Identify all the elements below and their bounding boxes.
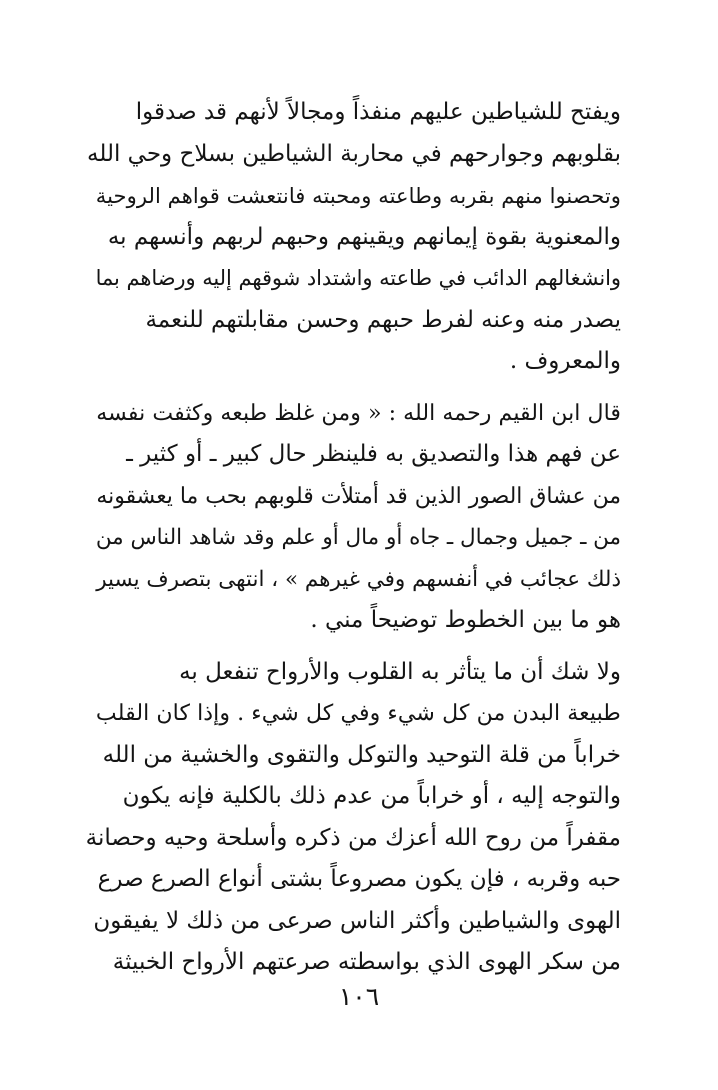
text-line: ذلك عجائب في أنفسهم وفي غيرهم » ، انتهى بتصرف يسير bbox=[96, 566, 621, 592]
text-line: بقلوبهم وجوارحهم في محاربة الشياطين بسلاح وحي الله bbox=[87, 140, 621, 167]
body-text bbox=[85, 92, 621, 984]
text-line: من عشاق الصور الذين قد أمتلأت قلوبهم بحب ما يعشقونه bbox=[96, 483, 621, 509]
text-line: والمعنوية بقوة إيمانهم ويقينهم وحبهم لربهم وأنسهم به bbox=[107, 223, 621, 250]
text-line: وانشغالهم الدائب في طاعته واشتداد شوقهم إليه ورضاهم بما bbox=[95, 266, 621, 290]
text-line: خراباً من قلة التوحيد والتوكل والتقوى والخشية من الله bbox=[102, 741, 621, 768]
paragraph-2 bbox=[85, 393, 621, 642]
text-line: مقفراً من روح الله أعزك من ذكره وأسلحة وحيه وحصانة bbox=[85, 824, 621, 851]
text-line: هو ما بين الخطوط توضيحاً مني . bbox=[310, 607, 621, 633]
paragraph-1 bbox=[85, 92, 621, 383]
page-number: ١٠٦ bbox=[338, 982, 380, 1011]
text-line: قال ابن القيم رحمه الله : « ومن غلظ طبعه وكثفت نفسه bbox=[96, 399, 621, 426]
text-line: والتوجه إليه ، أو خراباً من عدم ذلك بالكلية فإنه يكون bbox=[122, 783, 621, 809]
paragraph-3 bbox=[85, 652, 621, 984]
text-line: والمعروف . bbox=[509, 348, 621, 374]
text-line: وتحصنوا منهم بقربه وطاعته ومحبته فانتعشت قواهم الروحية bbox=[95, 183, 621, 208]
text-line: من ـ جميل وجمال ـ جاه أو مال أو علم وقد شاهد الناس من bbox=[95, 525, 621, 550]
text-line: ولا شك أن ما يتأثر به القلوب والأرواح تنفعل به bbox=[179, 658, 621, 685]
text-line: من سكر الهوى الذي بواسطته صرعتهم الأرواح الخبيثة bbox=[112, 949, 621, 975]
text-line: يصدر منه وعنه لفرط حبهم وحسن مقابلتهم للنعمة bbox=[145, 306, 621, 333]
text-line: طبيعة البدن من كل شيء وفي كل شيء . وإذا كان القلب bbox=[95, 700, 621, 726]
text-line: حبه وقربه ، فإن يكون مصروعاً بشتى أنواع الصرع صرع bbox=[97, 866, 621, 892]
text-line: الهوى والشياطين وأكثر الناس صرعى من ذلك لا يفيقون bbox=[93, 907, 621, 934]
text-line: ويفتح للشياطين عليهم منفذاً ومجالاً لأنهم قد صدقوا bbox=[135, 99, 621, 125]
text-line: عن فهم هذا والتصديق به فلينظر حال كبير ـ أو كثير ـ bbox=[126, 441, 621, 467]
